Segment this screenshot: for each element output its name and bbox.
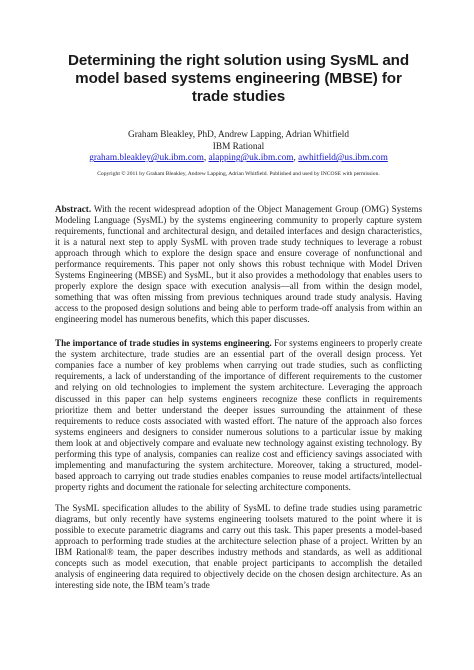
affiliation: IBM Rational [212, 141, 265, 152]
section-text: For systems engineers to properly create the system architecture, trade studies are an essential part of the overall design process. Yet companies face a number of key problems when carrying out trade studies, such as conflicting requirements, a lack of understanding of the importance of different requirements to the customer and relying on old technologies to implement the system architecture. Leveraging the approach discussed in this paper can help systems engineers recognize these conflicts in requirements prioritize them and better understand the deeper issues surrounding the attainment of these requirements to reduce costs associated with wasted effort. The nature of the approach also forces systems engineers and designers to consider numerous solutions to a particular issue by making them look at and objectively compare and evaluate new technology against existing technology. By performing this type of analysis, companies can realize cost and efficiency savings associated with implementing and manufacturing the system architecture. Moreover, taking a structured, model-based approach to carrying out trade studies enables companies to reuse model artifacts/intellectual property rights and document the rationale for selecting architecture components. [55, 338, 422, 492]
email-link-lapping[interactable]: alapping@uk.ibm.com [208, 153, 294, 164]
author-block [55, 130, 422, 165]
email-link-bleakley[interactable]: graham.bleakley@uk.ibm.com [89, 153, 204, 164]
email-separator: , [203, 153, 209, 164]
copyright-notice: Copyright © 2011 by Graham Bleakley, Andrew Lapping, Adrian Whitfield. Published and used by INCOSE with permission. [97, 170, 380, 177]
abstract-paragraph [55, 204, 422, 326]
paper-title: Determining the right solution using SysML and model based systems engineering (MBSE) for trade studies [67, 52, 410, 105]
abstract-label: Abstract. [55, 203, 92, 214]
email-separator: , [293, 153, 299, 164]
author-names: Graham Bleakley, PhD, Andrew Lapping, Adrian Whitfield [127, 130, 349, 140]
section-heading: The importance of trade studies in systems engineering. [55, 338, 272, 349]
section-paragraph [55, 338, 422, 493]
email-link-whitfield[interactable]: awhitfield@us.ibm.com [298, 153, 388, 164]
body-paragraph-3: The SysML specification alludes to the ability of SysML to define trade studies using parametric diagrams, but only recently have systems engineering toolsets matured to the point where it is possible to execute parametric diagrams and carry out this task. This paper presents a model-based approach to performing trade studies at the architecture selection phase of a project. Written by an IBM Rational® team, the paper describes industry methods and standards, as well as additional concepts such as model execution, that enable project participants to accomplish the detailed analysis of engineering data required to objectively decide on the chosen design architecture. As an interesting side note, the IBM team’s trade [55, 502, 422, 591]
abstract-text: With the recent widespread adoption of the Object Management Group (OMG) Systems Modeling Language (SysML) by the systems engineering community to properly capture system requirements, functional and architectural design, and detailed interfaces and design characteristics, it is a natural next step to apply SysML with proven trade study techniques to leverage a robust approach through which to explore the design space and ensure coverage of nonfunctional and performance requirements. This paper not only shows this robust technique with Model Driven Systems Engineering (MBSE) and SysML, but it also provides a methodology that enables users to properly explore the design space with execution analysis—all from within the design model, something that was often missing from previous techniques around trade study analysis. Having access to the proposed design solutions and being able to perform trade-off analysis from within an engineering model has numerous benefits, which this paper discusses. [55, 203, 422, 325]
email-list [55, 153, 422, 165]
